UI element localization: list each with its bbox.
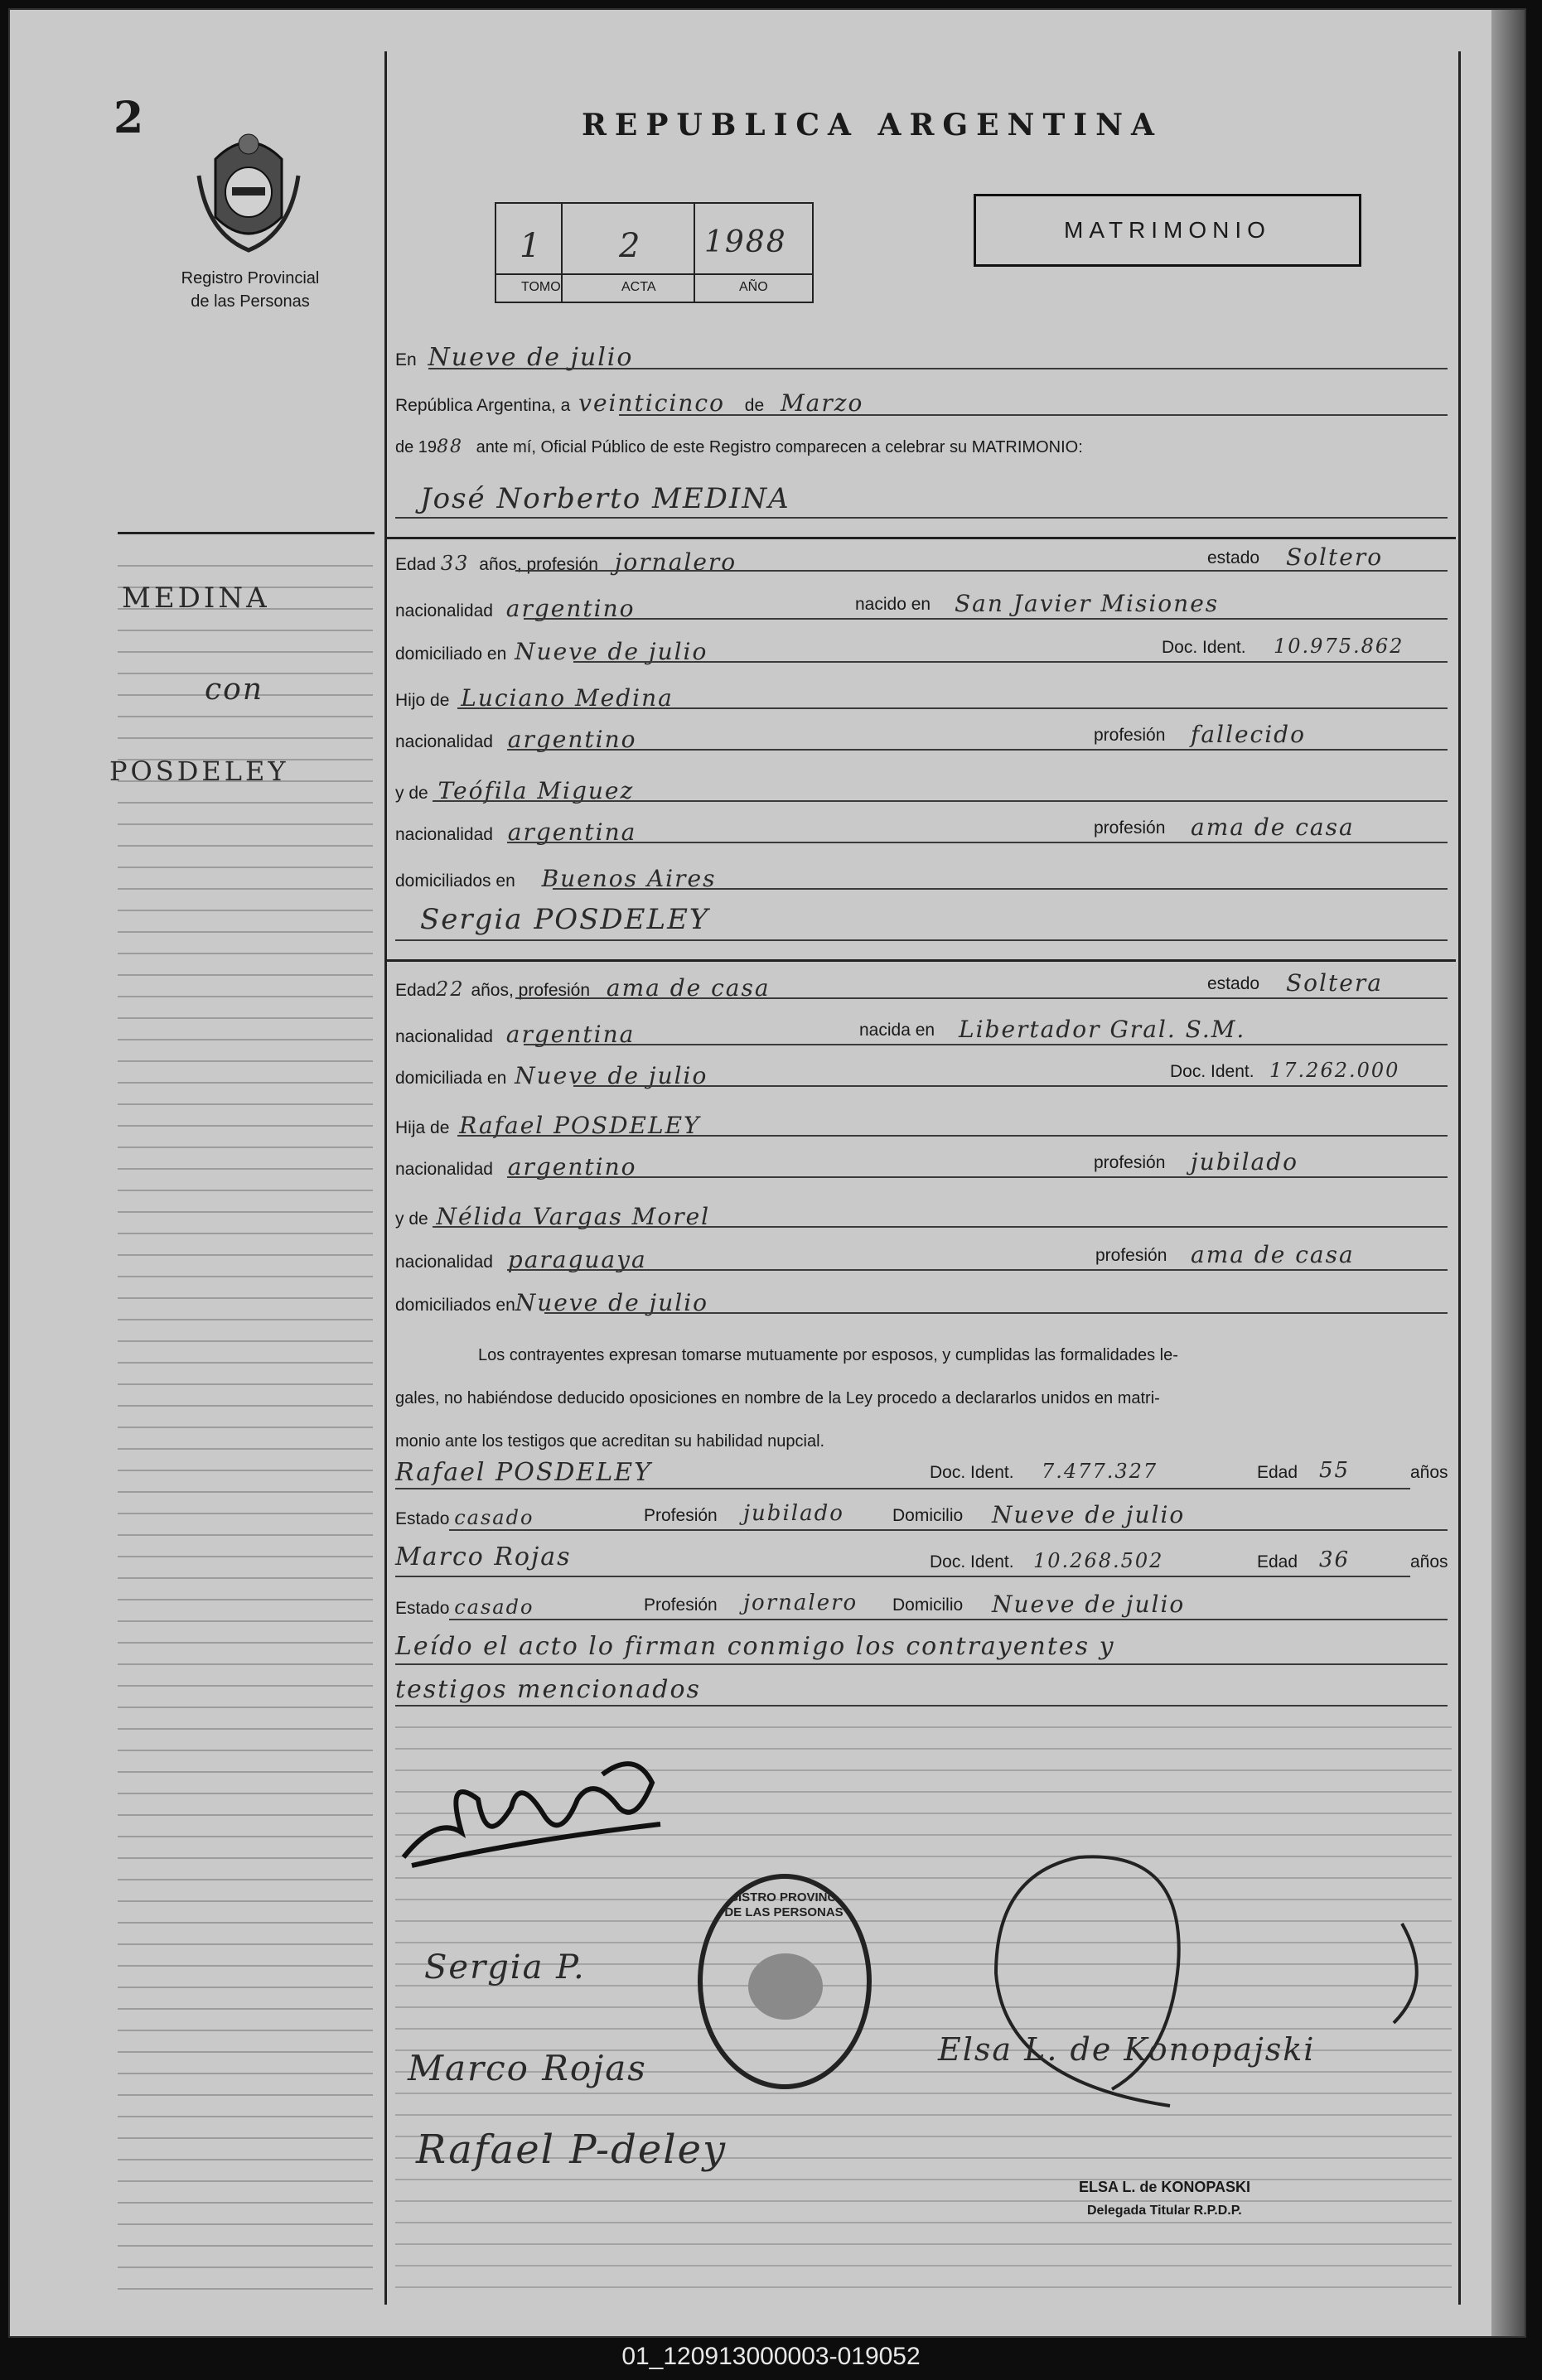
groom-birthplace: San Javier Misiones (955, 590, 1220, 617)
margin-ruled-line (118, 1556, 373, 1557)
intro-day: veinticinco (578, 389, 725, 417)
acta-value: 2 (619, 227, 642, 265)
witness2-name: Marco Rojas (395, 1542, 572, 1571)
groom-name: José Norberto MEDINA (420, 482, 790, 515)
margin-ruled-line (118, 1620, 373, 1622)
document-type: MATRIMONIO (1064, 217, 1271, 243)
declaration-line-1: Los contrayentes expresan tomarse mutuamente por esposos, y cumplidas las formalidades le- (478, 1346, 1178, 1364)
groom-father-nationality: argentino (507, 726, 637, 753)
margin-ruled-line (118, 1276, 373, 1277)
margin-ruled-line (118, 1190, 373, 1191)
witness1-signature: Rafael P-deley (416, 2127, 727, 2173)
margin-ruled-line (118, 1233, 373, 1234)
officer-stamp-name: ELSA L. de KONOPASKI (1079, 2179, 1251, 2195)
nacionalidad-label: nacionalidad (395, 1253, 493, 1272)
margin-ruled-line (118, 2051, 373, 2053)
profesion-label: profesión (1094, 1153, 1166, 1172)
margin-ruled-line (118, 1383, 373, 1385)
document-type-box (974, 194, 1361, 267)
estado-label: Estado (395, 1509, 450, 1528)
margin-ruled-line (118, 867, 373, 868)
signature-ruled-line (395, 2286, 1452, 2288)
margin-ruled-line (118, 1987, 373, 1988)
hijo-label: Hijo de (395, 691, 450, 710)
margin-ruled-line (118, 953, 373, 954)
bride-father-nationality: argentino (507, 1153, 637, 1180)
bride-domicile: Nueve de julio (515, 1062, 708, 1089)
margin-ruled-line (118, 2223, 373, 2225)
closing-line-1: Leído el acto lo firman conmigo los contrayentes y (395, 1632, 1115, 1661)
profesion-label: profesión (1095, 1246, 1167, 1265)
groom-mother: Teófila Miguez (437, 777, 635, 804)
edad-label: Edad (395, 555, 437, 574)
bride-doc: 17.262.000 (1269, 1059, 1400, 1082)
signature-ruled-line (395, 2114, 1452, 2116)
estado-label: estado (1207, 548, 1260, 567)
margin-ruled-line (118, 1017, 373, 1019)
doc-label: Doc. Ident. (930, 1463, 1014, 1482)
bride-profession: ama de casa (606, 974, 771, 1002)
bride-nationality: argentina (505, 1021, 636, 1048)
margin-divider (384, 51, 387, 2305)
margin-ruled-line (118, 630, 373, 631)
profesion-label: profesión (1094, 726, 1166, 745)
margin-ruled-line (118, 1405, 373, 1407)
profesion-label: Profesión (644, 1596, 718, 1615)
margin-ruled-line (118, 1599, 373, 1600)
file-caption: 01_120913000003-019052 (621, 2343, 921, 2370)
groom-civil-status: Soltero (1286, 543, 1384, 571)
margin-ruled-line (118, 1879, 373, 1880)
margin-ruled-line (118, 802, 373, 804)
margin-ruled-line (118, 1750, 373, 1751)
bride-name: Sergia POSDELEY (420, 903, 710, 936)
witness2-details-row (395, 1591, 1458, 1619)
groom-profession: jornalero (614, 548, 737, 576)
nacionalidad-label: nacionalidad (395, 825, 493, 844)
margin-ruled-line (118, 1771, 373, 1773)
profesion-label: profesión (1094, 818, 1166, 838)
margin-note-line-3: POSDELEY (109, 756, 289, 787)
domiciliados-label: domiciliados en (395, 1296, 515, 1315)
signature-ruled-line (395, 2243, 1452, 2245)
margin-ruled-line (118, 1168, 373, 1170)
domicilio-label: domiciliada en (395, 1069, 507, 1088)
book-spine (1491, 10, 1525, 2336)
right-frame-line (1458, 51, 1461, 2305)
margin-ruled-line (118, 1470, 373, 1471)
registry-line-2: de las Personas (191, 292, 310, 311)
signature-ruled-line (395, 2222, 1452, 2223)
margin-ruled-line (118, 1103, 373, 1105)
signature-ruled-line (395, 2179, 1452, 2180)
year-prefix: de 19 (395, 438, 437, 456)
margin-ruled-line (118, 651, 373, 653)
margin-ruled-line (118, 1663, 373, 1665)
margin-ruled-line (118, 1448, 373, 1450)
margin-ruled-line (118, 1900, 373, 1902)
country-title: REPUBLICA ARGENTINA (582, 108, 1163, 142)
margin-ruled-line (118, 2159, 373, 2160)
margin-ruled-line (118, 1340, 373, 1342)
groom-signature-scribble (387, 1741, 685, 1882)
page-number: 2 (114, 93, 144, 143)
margin-ruled-line (118, 1793, 373, 1794)
margin-ruled-line (118, 1577, 373, 1579)
bride-mother: Nélida Vargas Morel (436, 1203, 711, 1230)
acta-label: ACTA (621, 280, 656, 294)
officer-signature-loop (971, 1841, 1435, 2114)
bride-father: Rafael POSDELEY (459, 1112, 701, 1139)
margin-ruled-line (118, 1082, 373, 1084)
margin-ruled-line (118, 2137, 373, 2139)
doc-label: Doc. Ident. (1162, 638, 1246, 657)
witness2-doc: 10.268.502 (1033, 1549, 1164, 1572)
profesion-label: años, profesión (471, 981, 591, 1000)
margin-ruled-line (118, 1943, 373, 1945)
closing-line-2: testigos mencionados (395, 1675, 701, 1704)
edad-label: Edad (1257, 1552, 1298, 1571)
ano-value: 1988 (704, 225, 787, 259)
edad-label: Edad (395, 981, 437, 1000)
margin-ruled-line (118, 1922, 373, 1924)
de-label: de (744, 396, 765, 415)
document-page (8, 8, 1526, 2338)
margin-ruled-line (118, 2202, 373, 2204)
estado-label: estado (1207, 974, 1260, 993)
intro-statement: ante mí, Oficial Público de este Registro comparecen a celebrar su MATRIMONIO: (476, 438, 1083, 456)
nacionalidad-label: nacionalidad (395, 732, 493, 751)
nacida-label: nacida en (859, 1021, 935, 1040)
witness1-status: casado (454, 1506, 534, 1529)
domicilio-label: Domicilio (892, 1506, 964, 1525)
witness1-profession: jubilado (743, 1501, 844, 1526)
witness1-domicile: Nueve de julio (992, 1501, 1186, 1528)
groom-parents-domicile: Buenos Aires (541, 865, 717, 892)
margin-ruled-line (118, 996, 373, 997)
signature-ruled-line (395, 1726, 1452, 1728)
anos-label: años (1410, 1463, 1448, 1482)
estado-label: Estado (395, 1599, 450, 1618)
groom-nationality: argentino (505, 595, 636, 622)
bride-parents-domicile: Nueve de julio (515, 1289, 709, 1316)
witness2-signature: Marco Rojas (408, 2048, 647, 2088)
bride-age: 22 (436, 978, 465, 1001)
groom-age-row (395, 543, 1458, 576)
margin-ruled-line (118, 1427, 373, 1428)
margin-ruled-line (118, 1254, 373, 1256)
witness1-row (395, 1458, 1458, 1487)
margin-ruled-line (118, 2030, 373, 2031)
margin-ruled-line (118, 1965, 373, 1967)
margin-ruled-line (118, 2245, 373, 2247)
anos-label: años (1410, 1552, 1448, 1571)
intro-statement-row (395, 437, 1458, 457)
groom-domicile: Nueve de julio (515, 638, 708, 665)
bride-father-profession: jubilado (1191, 1148, 1299, 1176)
intro-place: Nueve de julio (428, 343, 634, 372)
margin-ruled-line (118, 1857, 373, 1859)
registry-name (126, 267, 375, 313)
margin-ruled-line (118, 888, 373, 890)
margin-ruled-line (118, 2267, 373, 2268)
margin-ruled-line (118, 716, 373, 717)
margin-ruled-line (118, 2116, 373, 2117)
witness1-age: 55 (1319, 1458, 1351, 1483)
margin-ruled-line (118, 931, 373, 933)
margin-ruled-line (118, 2180, 373, 2182)
declaration-text (395, 1334, 1452, 1463)
margin-ruled-line (118, 1534, 373, 1536)
margin-ruled-line (118, 1060, 373, 1062)
republic-label: República Argentina, a (395, 396, 571, 415)
officer-stamp-title: Delegada Titular R.P.D.P. (1087, 2204, 1242, 2218)
tomo-value: 1 (520, 227, 543, 265)
margin-ruled-line (118, 1814, 373, 1816)
y-de-label: y de (395, 784, 428, 803)
doc-label: Doc. Ident. (1170, 1062, 1254, 1081)
intro-date-row (395, 389, 1458, 417)
margin-ruled-line (118, 565, 373, 567)
seal-text: REGISTRO PROVINCIAL DE LAS PERSONAS (711, 1890, 857, 1919)
registry-seal (698, 1874, 872, 2089)
groom-age: 33 (440, 552, 470, 575)
margin-ruled-line (118, 1362, 373, 1364)
nacionalidad-label: nacionalidad (395, 1160, 493, 1179)
ano-label: AÑO (739, 280, 768, 294)
intro-month: Marzo (781, 389, 864, 417)
year-suffix: 88 (437, 437, 464, 457)
domicilio-label: Domicilio (892, 1596, 964, 1615)
coat-of-arms-icon (191, 126, 307, 258)
bride-mother-nationality: paraguaya (507, 1246, 647, 1273)
margin-ruled-line (118, 1147, 373, 1148)
margin-ruled-line (118, 910, 373, 911)
witness2-row (395, 1542, 1458, 1571)
doc-label: Doc. Ident. (930, 1552, 1014, 1571)
tomo-label: TOMO (521, 280, 561, 294)
margin-ruled-line (118, 1513, 373, 1514)
margin-ruled-line (118, 823, 373, 825)
groom-mother-nationality: argentina (507, 818, 637, 846)
signature-ruled-line (395, 2200, 1452, 2202)
profesion-label: Profesión (644, 1506, 718, 1525)
nacionalidad-label: nacionalidad (395, 1027, 493, 1046)
declaration-line-2: gales, no habiéndose deducido oposiciones en nombre de la Ley procedo a declararlos unidos en matri- (395, 1389, 1160, 1407)
margin-ruled-line (118, 2094, 373, 2096)
margin-ruled-line (118, 845, 373, 847)
groom-mother-profession: ama de casa (1191, 813, 1355, 841)
y-de-label: y de (395, 1209, 428, 1229)
margin-ruled-line (118, 1728, 373, 1730)
margin-ruled-line (118, 1685, 373, 1687)
groom-father-profession: fallecido (1191, 721, 1306, 748)
margin-ruled-line (118, 1211, 373, 1213)
margin-ruled-line (118, 1491, 373, 1493)
margin-ruled-line (118, 1297, 373, 1299)
witness1-name: Rafael POSDELEY (395, 1458, 652, 1487)
margin-ruled-line (118, 1125, 373, 1127)
bride-birthplace: Libertador Gral. S.M. (959, 1016, 1246, 1043)
witness1-details-row (395, 1501, 1458, 1529)
margin-ruled-line (118, 2073, 373, 2074)
officer-signature: Elsa L. de Konopajski (938, 2031, 1316, 2068)
margin-note-line-2: con (205, 673, 264, 707)
margin-ruled-line (118, 1707, 373, 1708)
bride-mother-profession: ama de casa (1191, 1241, 1355, 1268)
bride-signature: Sergia P. (424, 1948, 586, 1987)
nacido-label: nacido en (855, 595, 931, 614)
margin-ruled-line (118, 1039, 373, 1040)
witness2-profession: jornalero (743, 1591, 858, 1615)
domicilio-label: domiciliado en (395, 644, 507, 664)
witness2-status: casado (454, 1596, 534, 1619)
hija-label: Hija de (395, 1118, 450, 1137)
margin-ruled-line (118, 1836, 373, 1837)
witness1-doc: 7.477.327 (1042, 1460, 1158, 1483)
margin-ruled-line (118, 1319, 373, 1320)
edad-label: Edad (1257, 1463, 1298, 1482)
signature-ruled-line (395, 2265, 1452, 2267)
profesion-label: años, profesión (479, 555, 598, 574)
bride-civil-status: Soltera (1286, 969, 1383, 997)
groom-doc: 10.975.862 (1274, 635, 1404, 658)
domiciliados-label: domiciliados en (395, 871, 515, 891)
margin-ruled-line (118, 737, 373, 739)
witness2-age: 36 (1319, 1547, 1351, 1572)
declaration-line-3: monio ante los testigos que acreditan su habilidad nupcial. (395, 1432, 825, 1451)
margin-ruled-line (118, 2288, 373, 2290)
margin-ruled-line (118, 1642, 373, 1644)
groom-father: Luciano Medina (461, 684, 674, 712)
nacionalidad-label: nacionalidad (395, 601, 493, 620)
witness2-domicile: Nueve de julio (992, 1591, 1186, 1618)
margin-note-line-1: MEDINA (122, 582, 270, 615)
registry-line-1: Registro Provincial (181, 269, 320, 287)
en-label: En (395, 350, 417, 369)
margin-ruled-line (118, 2008, 373, 2010)
margin-ruled-line (118, 974, 373, 976)
